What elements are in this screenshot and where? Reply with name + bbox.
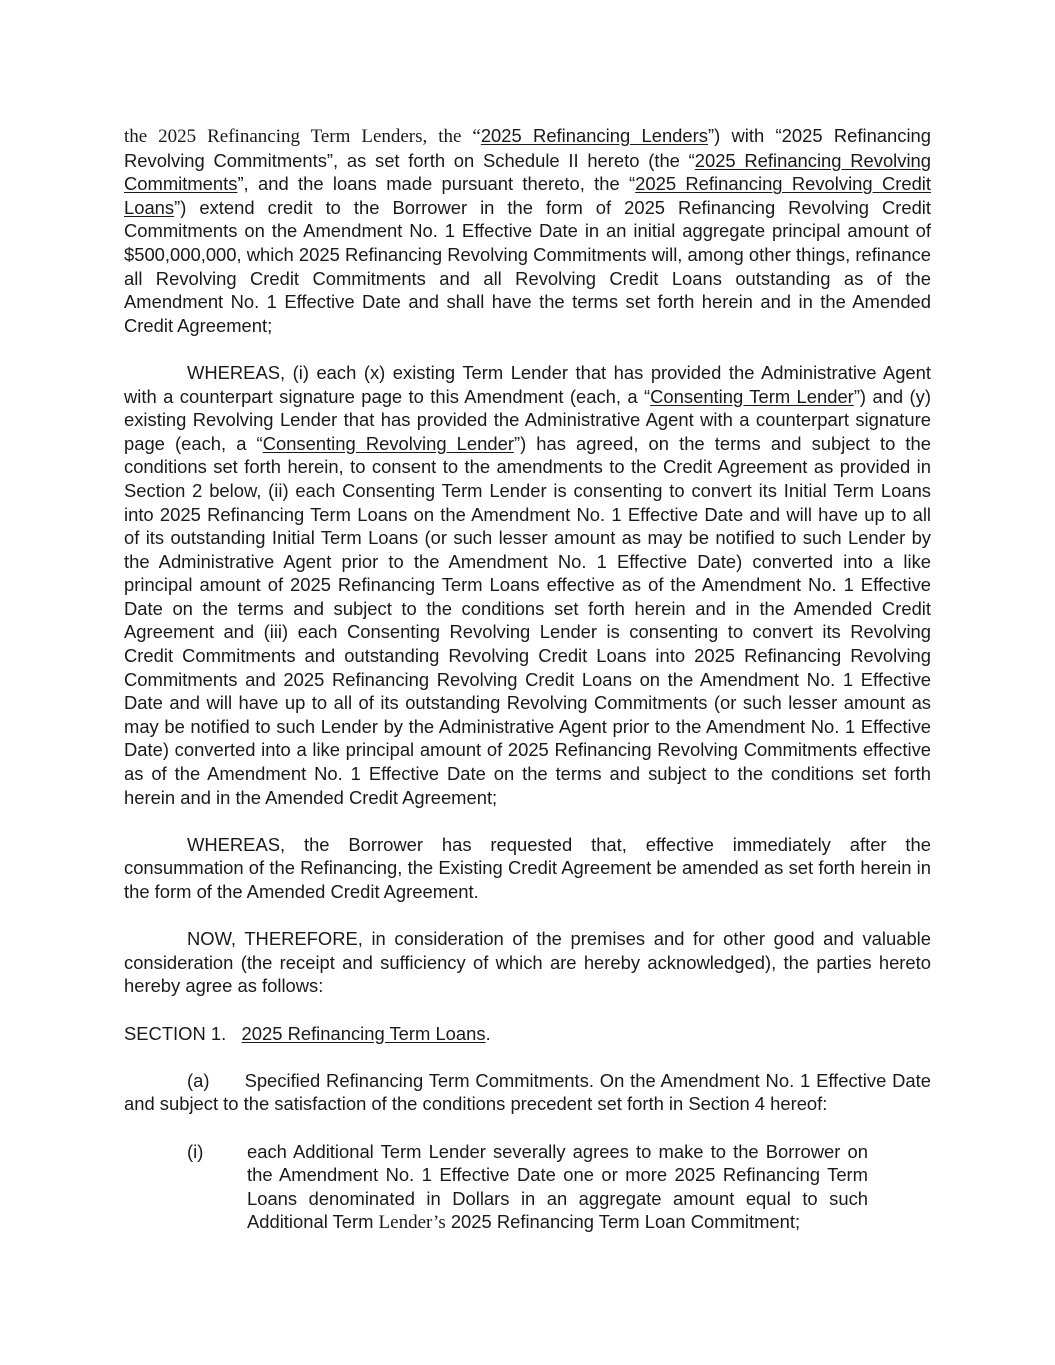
text-segment: ”) and (y) existing Revolving Lender that has provided the Administrative Agent with a counterpart signature page (each, a “ xyxy=(124,385,931,454)
list-item-i xyxy=(187,1140,868,1235)
section-title: 2025 Refinancing Term Loans xyxy=(241,1022,486,1044)
text-segment: Lender’s xyxy=(378,1212,446,1234)
text-segment: ”) with “2025 Refinancing Revolving Commitments”, as set forth on Schedule II hereto (the “ xyxy=(124,125,931,171)
defined-term-consenting-revolving-lender: Consenting Revolving Lender xyxy=(262,432,514,454)
defined-term-2025-refinancing-lenders: 2025 Refinancing Lenders xyxy=(480,125,708,146)
section-title-period: . xyxy=(485,1022,491,1044)
text-segment: each Additional Term Lender severally agrees to make to the Borrower on the Amendment No. 1 Effective Date one or more 2025 Refinancing Term Loans denominated in Dollars in an aggregate amount equal to such Additional Term xyxy=(247,1140,868,1233)
paragraph-a-specified-refinancing xyxy=(124,1069,931,1116)
list-item-text xyxy=(247,1140,868,1235)
defined-term-consenting-term-lender: Consenting Term Lender xyxy=(650,385,854,407)
subsection-text: Specified Refinancing Term Commitments. On the Amendment No. 1 Effective Date and subject to the satisfaction of the conditions precedent set forth in Section 4 hereof: xyxy=(124,1069,931,1115)
defined-term-2025-refinancing-revolving-commitments: 2025 Refinancing Revolving Commitments xyxy=(124,149,931,195)
text-segment: ”) has agreed, on the terms and subject to the conditions set forth herein, to consent to the amendments to the Credit Agreement as provided in Section 2 below, (ii) each Consenting Term Lender is consenting to convert its Initial Term Loans into 2025 Refinancing Term Loans on the Amendment No. 1 Effective Date and will have up to all of its outstanding Initial Term Loans (or such lesser amount as may be notified to such Lender by the Administrative Agent prior to the Amendment No. 1 Effective Date) converted into a like principal amount of 2025 Refinancing Term Loans effective as of the Amendment No. 1 Effective Date on the terms and subject to the conditions set forth herein and in the Amended Credit Agreement and (iii) each Consenting Revolving Lender is consenting to convert its Revolving Credit Commitments and outstanding Revolving Credit Loans into 2025 Refinancing Revolving Commitments and 2025 Refinancing Revolving Credit Loans on the Amendment No. 1 Effective Date and will have up to all of its outstanding Revolving Commitments (or such lesser amount as may be notified to such Lender by the Administrative Agent prior to the Amendment No. 1 Effective Date) converted into a like principal amount of 2025 Refinancing Revolving Commitments effective as of the Amendment No. 1 Effective Date on the terms and subject to the conditions set forth herein and in the Amended Credit Agreement; xyxy=(124,432,931,808)
defined-term-2025-refinancing-revolving-credit-loans: 2025 Refinancing Revolving Credit Loans xyxy=(124,173,931,218)
text-segment: the 2025 Refinancing Term Lenders, the “ xyxy=(124,126,481,147)
text-segment: 2025 Refinancing Term Loan Commitment; xyxy=(445,1211,801,1233)
text-segment: ”) extend credit to the Borrower in the form of 2025 Refinancing Revolving Credit Commitments on the Amendment No. 1 Effective Date in an initial aggregate principal amount of $500,000,000, which 2025 Refinancing Revolving Commitments will, among other things, refinance all Revolving Credit Commitments and all Revolving Credit Loans outstanding as of the Amendment No. 1 Effective Date and shall have the terms set forth herein and in the Amended Credit Agreement; xyxy=(124,196,931,336)
paragraph-now-therefore: NOW, THEREFORE, in consideration of the premises and for other good and valuable consideration (the receipt and sufficiency of which are hereby acknowledged), the parties hereto hereby agree as follows: xyxy=(124,928,931,997)
text-segment: WHEREAS, (i) each (x) existing Term Lender that has provided the Administrative Agent with a counterpart signature page to this Amendment (each, a “ xyxy=(124,361,931,407)
paragraph-whereas-borrower-request: WHEREAS, the Borrower has requested that, effective immediately after the consummation of the Refinancing, the Existing Credit Agreement be amended as set forth herein in the form of the Amended Credit Agreement. xyxy=(124,833,931,902)
subsection-label: (a) xyxy=(187,1069,210,1091)
paragraph-refinancing-lenders xyxy=(124,124,931,337)
document-page xyxy=(124,124,931,1235)
text-segment: ”, and the loans made pursuant thereto, the “ xyxy=(237,173,636,195)
section-number: SECTION 1. xyxy=(124,1022,227,1044)
section-1-heading xyxy=(124,1022,931,1046)
list-item-number: (i) xyxy=(187,1140,204,1162)
paragraph-whereas-consenting-lenders xyxy=(124,361,931,809)
